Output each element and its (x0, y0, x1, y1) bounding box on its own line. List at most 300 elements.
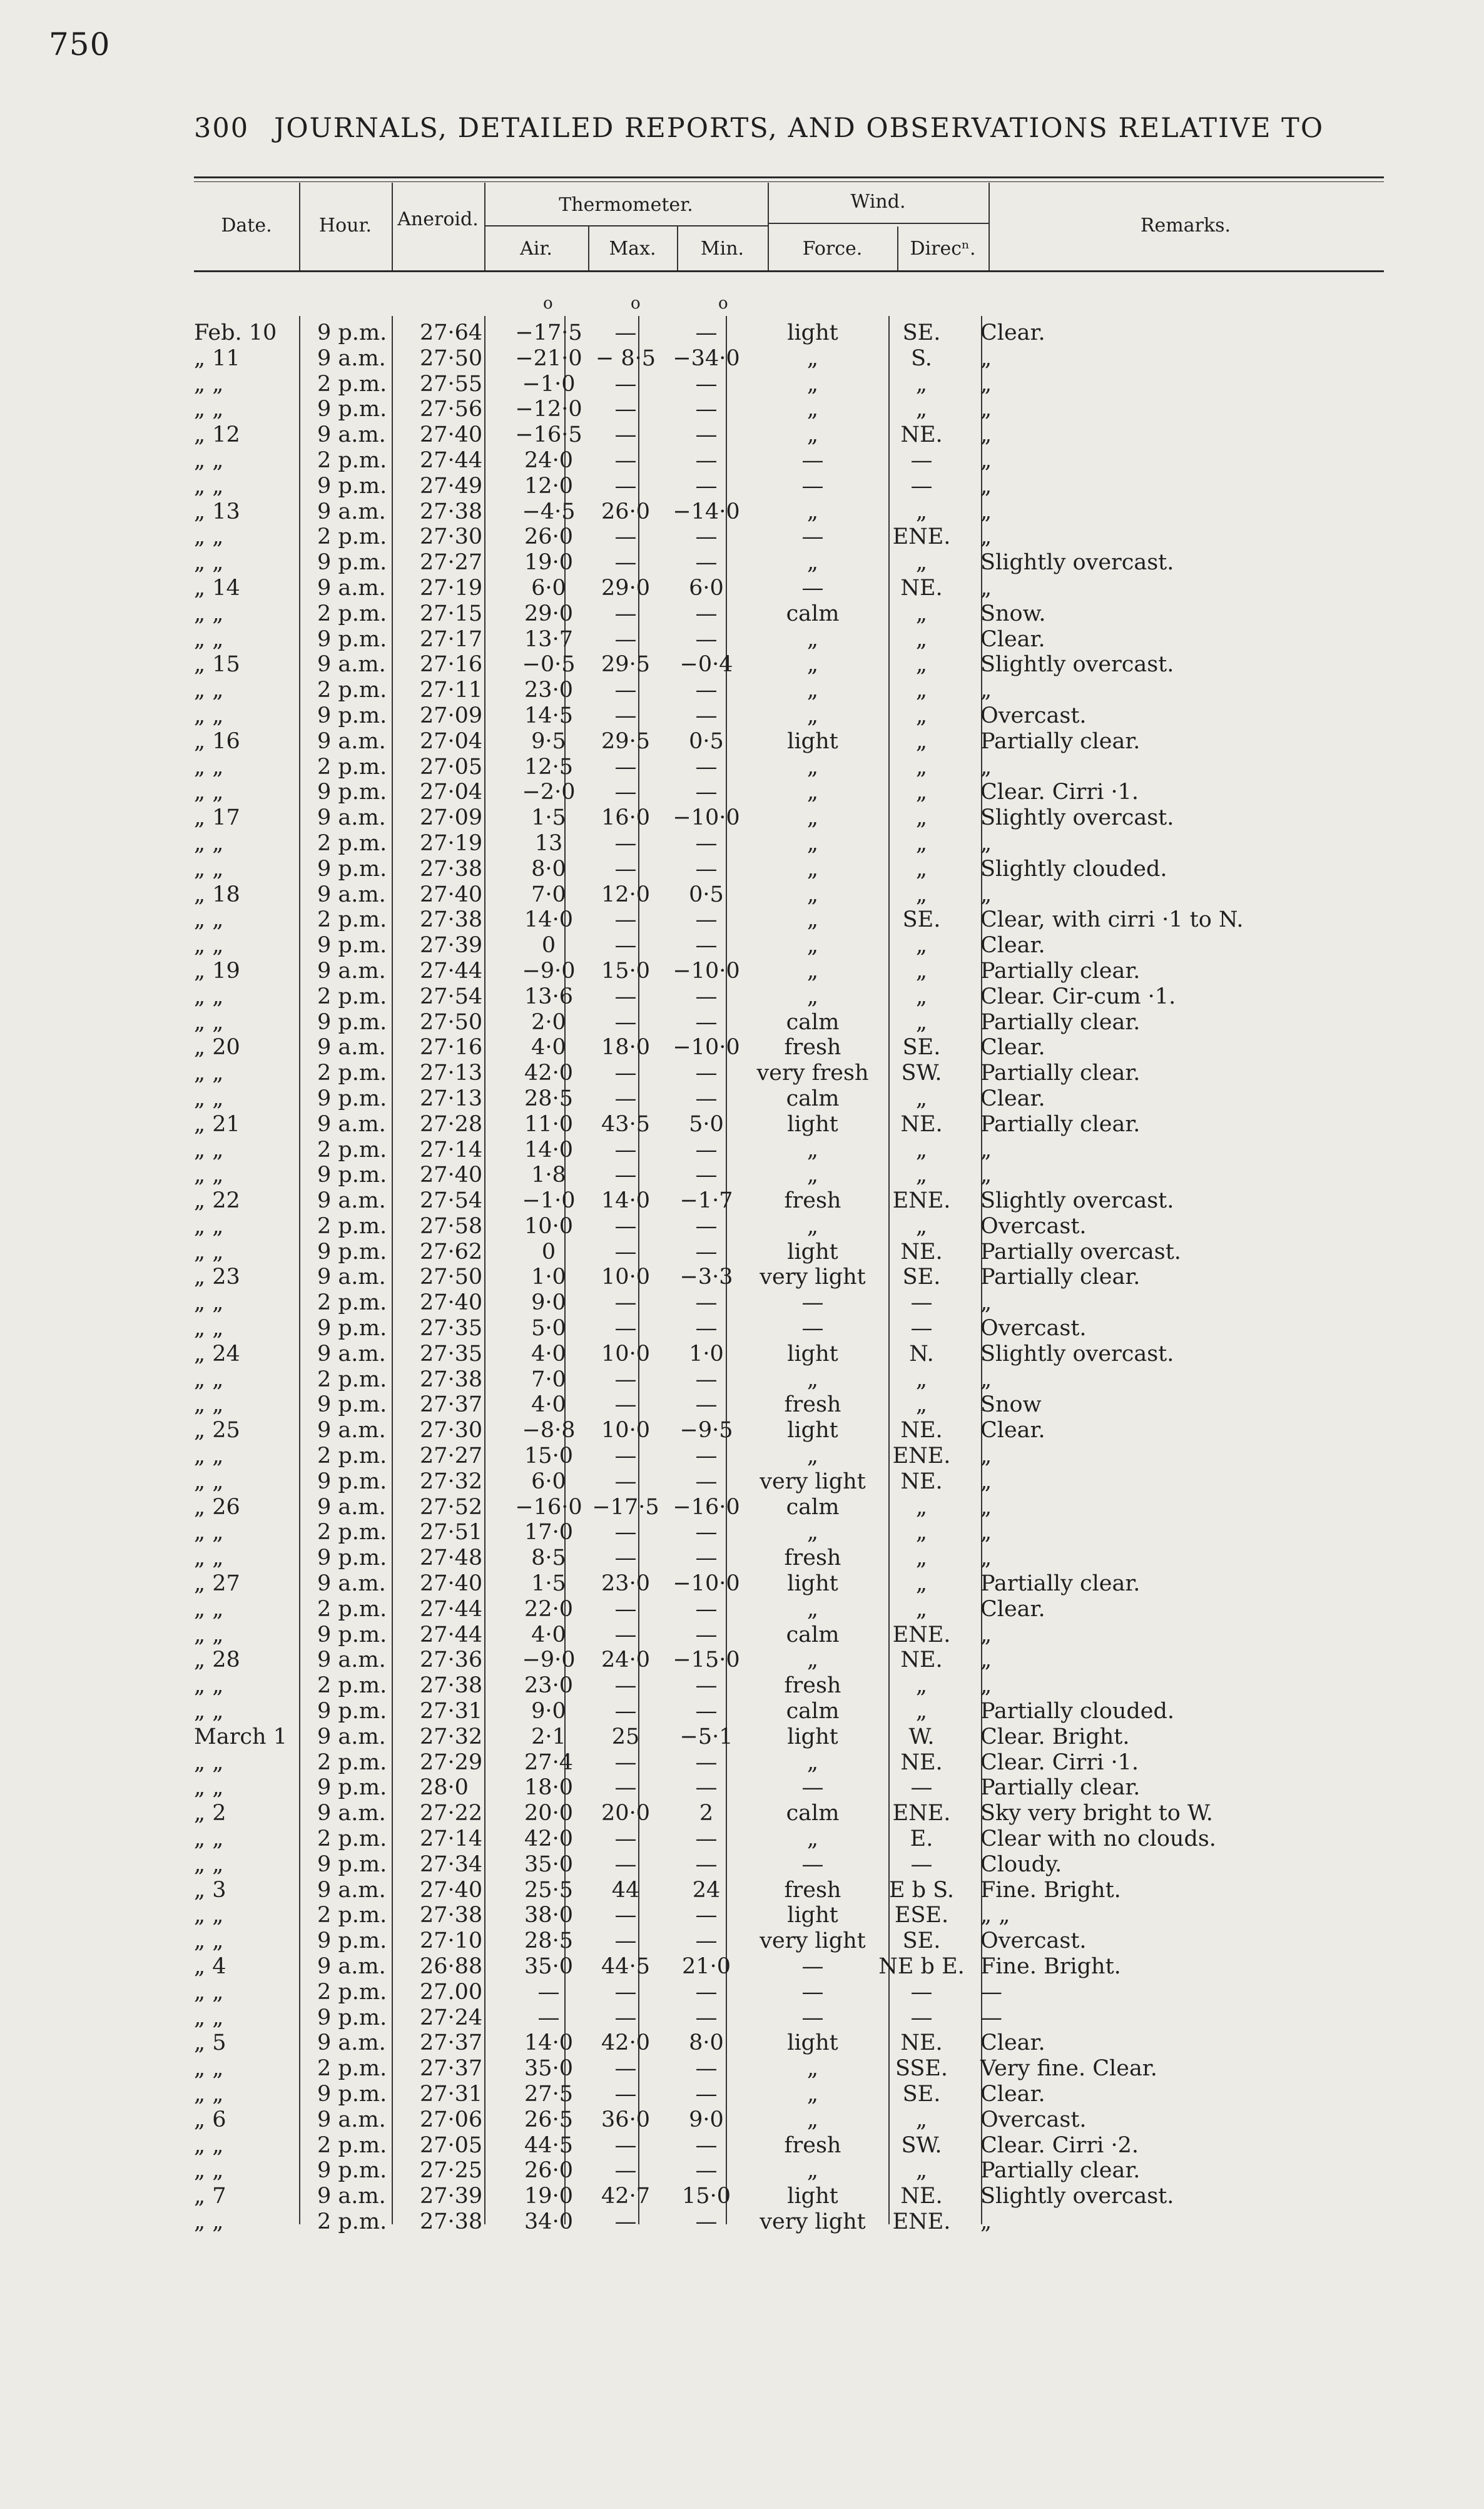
cell-direction: ENE. (892, 1188, 951, 1214)
cell-air: 13 (534, 830, 563, 856)
cell-direction: NE. (900, 2030, 943, 2056)
cell-direction: „ (915, 728, 928, 754)
cell-force: „ (806, 1163, 819, 1188)
cell-hour: 2 p.m. (317, 2132, 387, 2158)
table-row (188, 372, 1356, 397)
cell-direction: ESE. (894, 1903, 949, 1928)
cell-air: 10·0 (524, 1213, 573, 1239)
top-rule-thin (194, 181, 1384, 182)
cell-min: — (695, 1443, 718, 1469)
cell-date: „ „ (194, 1443, 224, 1469)
cell-min: −15·0 (673, 1647, 740, 1673)
cell-air: 34·0 (524, 2209, 573, 2234)
cell-force: „ (806, 856, 819, 882)
cell-date: March 1 (194, 1724, 287, 1749)
cell-remarks: „ (980, 678, 992, 703)
cell-force: light (787, 1571, 838, 1597)
cell-remarks: Clear. (980, 933, 1045, 959)
cell-force: fresh (784, 2132, 841, 2158)
cell-hour: 2 p.m. (317, 524, 387, 550)
cell-max: — (614, 1009, 637, 1035)
table-row (188, 1086, 1356, 1112)
cell-direction: „ (915, 1699, 928, 1724)
cell-min: 6·0 (689, 575, 724, 601)
cell-min: 21·0 (682, 1954, 731, 1979)
cell-remarks: „ (980, 2209, 992, 2234)
cell-remarks: Partially clouded. (980, 1699, 1175, 1724)
degree-mark-max: o (631, 294, 641, 313)
cell-remarks: Slightly overcast. (980, 652, 1174, 678)
cell-min: — (695, 1290, 718, 1316)
cell-aneroid: 27·38 (420, 2209, 483, 2234)
cell-force: calm (786, 1086, 840, 1111)
table-row (188, 907, 1356, 933)
cell-force: — (801, 1290, 824, 1316)
cell-direction: „ (915, 703, 928, 728)
cell-air: 11·0 (524, 1111, 573, 1137)
cell-aneroid: 27·39 (420, 933, 483, 959)
cell-force: „ (806, 1647, 819, 1673)
cell-hour: 9 p.m. (317, 1392, 387, 1418)
cell-air: 6·0 (531, 1468, 566, 1494)
cell-force: „ (806, 830, 819, 856)
cell-direction: „ (915, 1163, 928, 1188)
cell-max: 14·0 (601, 1188, 650, 1214)
cell-aneroid: 27·40 (420, 422, 483, 448)
cell-min: — (695, 1468, 718, 1494)
cell-air: 19·0 (524, 550, 573, 576)
cell-force: „ (806, 678, 819, 703)
cell-max: — (614, 907, 637, 933)
cell-date: Feb. 10 (194, 320, 277, 345)
cell-direction: „ (915, 1392, 928, 1418)
cell-direction: ENE. (892, 1622, 951, 1647)
cell-hour: 9 p.m. (317, 1851, 387, 1877)
cell-max: — (614, 1520, 637, 1545)
cell-hour: 9 p.m. (317, 1699, 387, 1724)
cell-min: — (695, 1903, 718, 1928)
table-row (188, 1443, 1356, 1469)
cell-date: „ „ (194, 907, 224, 933)
table-row (188, 1341, 1356, 1367)
cell-air: 26·0 (524, 2158, 573, 2184)
cell-hour: 2 p.m. (317, 1137, 387, 1163)
cell-date: „ 16 (194, 728, 240, 754)
cell-min: — (695, 1009, 718, 1035)
cell-hour: 9 a.m. (317, 2030, 386, 2056)
cell-remarks: Clear. Cir-cum ·1. (980, 984, 1176, 1009)
cell-hour: 2 p.m. (317, 601, 387, 626)
cell-air: 14·0 (524, 1137, 573, 1163)
cell-max: — (614, 626, 637, 652)
cell-remarks: Clear. (980, 1035, 1045, 1061)
cell-min: — (695, 1316, 718, 1341)
cell-direction: NE. (900, 422, 943, 448)
cell-max: — (614, 780, 637, 805)
cell-direction: NE. (900, 2184, 943, 2209)
cell-direction: „ (915, 984, 928, 1009)
cell-aneroid: 27·58 (420, 1213, 483, 1239)
cell-date: „ 24 (194, 1341, 240, 1366)
table-row (188, 1112, 1356, 1137)
cell-max: −17·5 (592, 1494, 659, 1520)
cell-aneroid: 27·14 (420, 1137, 483, 1163)
cell-date: „ „ (194, 754, 224, 780)
cell-direction: „ (915, 933, 928, 959)
table-row (188, 1316, 1356, 1341)
cell-direction: — (910, 2005, 933, 2030)
cell-remarks: „ (980, 1673, 992, 1699)
cell-air: 14·0 (524, 907, 573, 933)
cell-aneroid: 27·16 (420, 652, 483, 678)
cell-aneroid: 27·10 (420, 1928, 483, 1954)
cell-max: — (614, 2081, 637, 2107)
cell-date: „ 2 (194, 1801, 226, 1826)
table-row (188, 1954, 1356, 1980)
cell-aneroid: 27·50 (420, 1265, 483, 1290)
cell-aneroid: 27·04 (420, 780, 483, 805)
cell-hour: 2 p.m. (317, 2056, 387, 2082)
cell-remarks: Clear. Cirri ·2. (980, 2132, 1139, 2158)
cell-hour: 9 a.m. (317, 575, 386, 601)
cell-min: — (695, 1213, 718, 1239)
cell-max: 43·5 (601, 1111, 650, 1137)
cell-min: −5·1 (679, 1724, 733, 1749)
table-row (188, 627, 1356, 653)
cell-force: very fresh (756, 1061, 869, 1086)
cell-direction: ENE. (892, 524, 951, 550)
cell-date: „ „ (194, 1749, 224, 1775)
table-row (188, 601, 1356, 627)
cell-remarks: Fine. Bright. (980, 1954, 1121, 1979)
cell-min: — (695, 1061, 718, 1086)
cell-direction: NE. (900, 1647, 943, 1673)
cell-min: — (695, 1928, 718, 1954)
cell-remarks: Sky very bright to W. (980, 1801, 1213, 1826)
cell-force: „ (806, 2107, 819, 2132)
cell-direction: NE. (900, 575, 943, 601)
cell-air: 8·5 (531, 1545, 566, 1571)
header-bottom-rule (194, 270, 1384, 272)
cell-force: „ (806, 1749, 819, 1775)
cell-remarks: Slightly overcast. (980, 1188, 1174, 1214)
cell-aneroid: 27·38 (420, 856, 483, 882)
cell-date: „ „ (194, 2132, 224, 2158)
cell-remarks: „ (980, 575, 992, 601)
cell-direction: W. (908, 1724, 935, 1749)
cell-max: — (614, 2209, 637, 2234)
cell-remarks: Partially clear. (980, 958, 1141, 984)
cell-direction: — (910, 1775, 933, 1801)
cell-force: „ (806, 652, 819, 678)
cell-hour: 2 p.m. (317, 1903, 387, 1928)
table-row (188, 1928, 1356, 1954)
cell-air: 4·0 (531, 1392, 566, 1418)
cell-direction: „ (915, 601, 928, 626)
cell-aneroid: 27·51 (420, 1520, 483, 1545)
cell-min: — (695, 856, 718, 882)
cell-hour: 9 a.m. (317, 1877, 386, 1903)
cell-remarks: „ (980, 371, 992, 397)
cell-max: 15·0 (601, 958, 650, 984)
cell-direction: ENE. (892, 2209, 951, 2234)
table-row (188, 1188, 1356, 1214)
cell-aneroid: 27·11 (420, 678, 483, 703)
table-row (188, 857, 1356, 882)
cell-min: −0·4 (679, 652, 733, 678)
degree-mark-min: o (718, 294, 728, 313)
cell-aneroid: 27·27 (420, 1443, 483, 1469)
cell-min: — (695, 2132, 718, 2158)
cell-max: 24·0 (601, 1647, 650, 1673)
cell-air: 18·0 (524, 1775, 573, 1801)
cell-air: 29·0 (524, 601, 573, 626)
cell-aneroid: 27·19 (420, 830, 483, 856)
cell-air: 7·0 (531, 1366, 566, 1392)
cell-hour: 9 p.m. (317, 1545, 387, 1571)
table-row (188, 1622, 1356, 1648)
cell-remarks: „ (980, 447, 992, 473)
cell-hour: 2 p.m. (317, 754, 387, 780)
cell-air: −1·0 (522, 371, 576, 397)
cell-hour: 2 p.m. (317, 907, 387, 933)
table-row (188, 1903, 1356, 1928)
cell-aneroid: 27·52 (420, 1494, 483, 1520)
cell-min: — (695, 1163, 718, 1188)
cell-aneroid: 26·88 (420, 1954, 483, 1979)
cell-aneroid: 27·38 (420, 907, 483, 933)
cell-hour: 9 a.m. (317, 652, 386, 678)
cell-date: „ „ (194, 780, 224, 805)
cell-air: 23·0 (524, 1673, 573, 1699)
cell-max: — (614, 1316, 637, 1341)
cell-force: „ (806, 754, 819, 780)
table-row (188, 1699, 1356, 1724)
cell-min: — (695, 2056, 718, 2082)
cell-force: „ (806, 626, 819, 652)
cell-aneroid: 27·54 (420, 1188, 483, 1214)
cell-min: 8·0 (689, 2030, 724, 2056)
cell-max: — (614, 984, 637, 1009)
cell-air: 9·0 (531, 1290, 566, 1316)
cell-aneroid: 27·37 (420, 2056, 483, 2082)
cell-date: „ „ (194, 524, 224, 550)
cell-max: 36·0 (601, 2107, 650, 2132)
cell-direction: — (910, 1979, 933, 2005)
cell-direction: ENE. (892, 1443, 951, 1469)
table-row (188, 652, 1356, 678)
cell-min: −9·5 (679, 1418, 733, 1443)
cell-remarks: Snow (980, 1392, 1042, 1418)
cell-force: „ (806, 958, 819, 984)
cell-force: „ (806, 1443, 819, 1469)
table-row (188, 576, 1356, 601)
cell-hour: 9 a.m. (317, 1265, 386, 1290)
cell-force: — (801, 1775, 824, 1801)
cell-air: 35·0 (524, 1954, 573, 1979)
cell-max: — (614, 422, 637, 448)
cell-direction: N. (909, 1341, 934, 1366)
table-row (188, 1035, 1356, 1061)
cell-aneroid: 27·38 (420, 1366, 483, 1392)
cell-remarks: Overcast. (980, 1316, 1087, 1341)
cell-air: 42·0 (524, 1061, 573, 1086)
cell-force: light (787, 1111, 838, 1137)
cell-max: — (614, 1163, 637, 1188)
header-min: Min. (700, 238, 745, 260)
cell-hour: 9 p.m. (317, 1163, 387, 1188)
cell-max: — (614, 601, 637, 626)
cell-max: — (614, 830, 637, 856)
table-row (188, 1495, 1356, 1520)
table-row (188, 755, 1356, 780)
cell-max: 18·0 (601, 1035, 650, 1061)
cell-aneroid: 27·50 (420, 345, 483, 371)
cell-aneroid: 27·37 (420, 2030, 483, 2056)
cell-date: „ „ (194, 473, 224, 499)
cell-date: „ „ (194, 1622, 224, 1647)
cell-date: „ „ (194, 550, 224, 576)
cell-hour: 2 p.m. (317, 447, 387, 473)
cell-max: — (614, 1137, 637, 1163)
cell-aneroid: 27·64 (420, 320, 483, 345)
cell-remarks: Overcast. (980, 1213, 1087, 1239)
cell-direction: „ (915, 830, 928, 856)
cell-max: — (614, 1775, 637, 1801)
cell-air: −9·0 (522, 958, 576, 984)
cell-direction: NE. (900, 1111, 943, 1137)
cell-force: „ (806, 371, 819, 397)
cell-max: 44 (611, 1877, 640, 1903)
cell-hour: 2 p.m. (317, 1290, 387, 1316)
cell-date: „ „ (194, 2209, 224, 2234)
cell-hour: 9 a.m. (317, 2107, 386, 2132)
cell-force: — (801, 524, 824, 550)
table-row (188, 805, 1356, 831)
cell-aneroid: 27·55 (420, 371, 483, 397)
table-row (188, 882, 1356, 908)
cell-remarks: Clear. (980, 1596, 1045, 1622)
cell-hour: 9 a.m. (317, 805, 386, 831)
cell-direction: „ (915, 397, 928, 422)
cell-max: 10·0 (601, 1265, 650, 1290)
cell-date: „ „ (194, 447, 224, 473)
cell-force: calm (786, 1622, 840, 1647)
cell-air: 26·0 (524, 524, 573, 550)
cell-aneroid: 27·56 (420, 397, 483, 422)
table-row (188, 2133, 1356, 2159)
cell-force: „ (806, 1366, 819, 1392)
cell-date: „ 20 (194, 1035, 240, 1061)
cell-air: −0·5 (522, 652, 576, 678)
cell-date: „ „ (194, 1009, 224, 1035)
cell-max: — (614, 447, 637, 473)
cell-force: light (787, 1239, 838, 1265)
cell-date: „ 4 (194, 1954, 226, 1979)
cell-max: — (614, 397, 637, 422)
table-row (188, 2209, 1356, 2235)
cell-remarks: Clear. (980, 320, 1045, 345)
cell-force: „ (806, 1137, 819, 1163)
cell-min: — (695, 830, 718, 856)
cell-remarks: „ (980, 1647, 992, 1673)
cell-max: — (614, 524, 637, 550)
cell-max: — (614, 1673, 637, 1699)
cell-aneroid: 27·54 (420, 984, 483, 1009)
page-number: 750 (49, 26, 111, 63)
header-max: Max. (609, 238, 656, 260)
cell-min: — (695, 1392, 718, 1418)
cell-air: 9·5 (531, 728, 566, 754)
table-row (188, 1163, 1356, 1188)
cell-hour: 9 a.m. (317, 958, 386, 984)
cell-remarks: Partially clear. (980, 1265, 1141, 1290)
cell-air: 23·0 (524, 678, 573, 703)
cell-force: „ (806, 1596, 819, 1622)
cell-date: „ 17 (194, 805, 240, 831)
cell-min: 0·5 (689, 728, 724, 754)
cell-hour: 9 p.m. (317, 1468, 387, 1494)
cell-max: — (614, 371, 637, 397)
cell-force: light (787, 1341, 838, 1366)
cell-remarks: Clear. (980, 2030, 1045, 2056)
cell-min: — (695, 678, 718, 703)
table-row (188, 703, 1356, 729)
cell-date: „ „ (194, 1290, 224, 1316)
cell-force: „ (806, 805, 819, 831)
cell-max: — (614, 678, 637, 703)
cell-air: 28·5 (524, 1086, 573, 1111)
cell-max: — (614, 320, 637, 345)
cell-direction: SE. (902, 2081, 941, 2107)
table-row (188, 320, 1356, 346)
cell-hour: 9 p.m. (317, 933, 387, 959)
cell-min: — (695, 447, 718, 473)
cell-force: calm (786, 1699, 840, 1724)
cell-hour: 9 a.m. (317, 882, 386, 907)
cell-date: „ „ (194, 1061, 224, 1086)
cell-remarks: „ (980, 1545, 992, 1571)
cell-air: 2·1 (531, 1724, 566, 1749)
cell-force: „ (806, 2056, 819, 2082)
cell-force: calm (786, 601, 840, 626)
cell-date: „ 13 (194, 499, 240, 524)
cell-air: −9·0 (522, 1647, 576, 1673)
cell-remarks: „ (980, 1622, 992, 1647)
cell-remarks: „ „ (980, 1903, 1010, 1928)
cell-force: very light (760, 2209, 866, 2234)
table-row (188, 1647, 1356, 1673)
cell-aneroid: 27·29 (420, 1749, 483, 1775)
cell-aneroid: 27·34 (420, 1851, 483, 1877)
observations-table (188, 320, 1356, 2235)
cell-force: light (787, 1418, 838, 1443)
table-row (188, 1239, 1356, 1265)
cell-date: „ „ (194, 1366, 224, 1392)
cell-min: — (695, 524, 718, 550)
cell-remarks: Slightly overcast. (980, 2184, 1174, 2209)
cell-remarks: Clear with no clouds. (980, 1826, 1216, 1852)
cell-date: „ „ (194, 1673, 224, 1699)
cell-min: — (695, 1851, 718, 1877)
cell-date: „ „ (194, 1163, 224, 1188)
cell-remarks: Clear. Cirri ·1. (980, 780, 1139, 805)
cell-min: 1·0 (689, 1341, 724, 1366)
cell-hour: 9 p.m. (317, 703, 387, 728)
header-subrule (484, 225, 768, 226)
table-row (188, 729, 1356, 755)
cell-aneroid: 27·40 (420, 1163, 483, 1188)
